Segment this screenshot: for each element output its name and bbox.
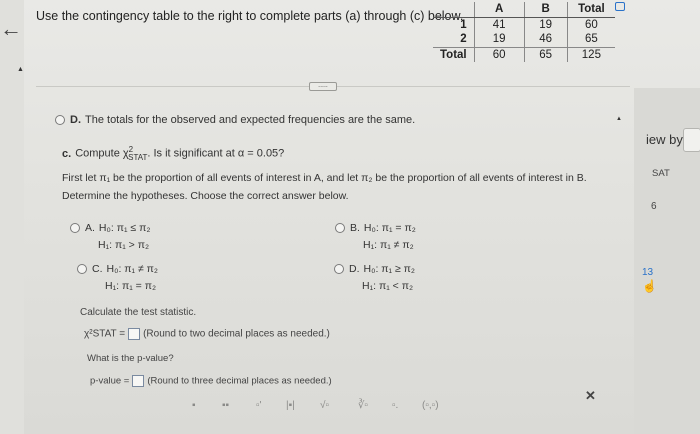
calc-label: Calculate the test statistic. xyxy=(80,307,197,318)
hypothesis-option-a[interactable]: A. H₀: π₁ ≤ π₂ H₁: π₁ > π₂ xyxy=(70,220,150,254)
table-cell: 65 xyxy=(567,32,615,47)
table-row xyxy=(433,17,615,32)
chi-stat-row xyxy=(84,328,330,340)
cube-root-tool-icon[interactable]: ∛▫ xyxy=(358,400,368,411)
contingency-table xyxy=(433,2,615,62)
chi-symbol: χ xyxy=(122,147,129,160)
table-cell: 65 xyxy=(524,47,567,62)
option-letter: D. xyxy=(70,114,81,126)
row-label: 1 xyxy=(460,18,467,31)
link-number[interactable]: 13 xyxy=(642,267,654,278)
table-cell: 60 xyxy=(567,17,615,32)
pvalue-hint: (Round to three decimal places as needed.) xyxy=(147,375,332,387)
copy-table-icon[interactable] xyxy=(615,2,625,11)
table-row xyxy=(433,32,615,47)
pvalue-label: p-value = xyxy=(90,375,130,387)
pvalue-input[interactable] xyxy=(132,375,144,387)
radio-button[interactable] xyxy=(335,223,345,233)
h1-text: H₁: π₁ < π₂ xyxy=(362,280,414,292)
radio-button[interactable] xyxy=(77,264,87,274)
more-button[interactable]: ..... xyxy=(309,82,337,91)
col-header-total: Total xyxy=(567,2,615,17)
row-label: 2 xyxy=(460,33,467,46)
h0-text: H₀: π₁ ≤ π₂ xyxy=(98,222,151,234)
radio-button[interactable] xyxy=(70,223,80,233)
sat-label: SAT xyxy=(652,168,670,179)
hypothesis-option-d[interactable]: D. H₀: π₁ ≥ π₂ H₁: π₁ < π₂ xyxy=(334,261,415,295)
hand-cursor-icon: ☝ xyxy=(642,279,657,293)
option-text: The totals for the observed and expected frequencies are the same. xyxy=(85,114,416,126)
h1-text: H₁: π₁ > π₂ xyxy=(98,239,150,251)
h0-text: H₀: π₁ = π₂ xyxy=(363,222,416,234)
h0-text: H₀: π₁ ≠ π₂ xyxy=(106,263,158,275)
row-label: Total xyxy=(433,47,474,62)
table-cell: 41 xyxy=(474,17,524,32)
h0-text: H₀: π₁ ≥ π₂ xyxy=(363,263,415,275)
interval-tool-icon[interactable]: (▫,▫) xyxy=(422,400,439,411)
chi-stat-input[interactable] xyxy=(128,328,140,340)
fraction-tool-icon[interactable]: ▪ xyxy=(192,400,196,411)
math-toolbar xyxy=(170,398,460,418)
scroll-up-icon[interactable]: ▲ xyxy=(616,116,622,122)
h1-text: H₁: π₁ = π₂ xyxy=(105,280,157,292)
prior-option-d[interactable] xyxy=(55,114,415,126)
absolute-value-tool-icon[interactable]: |▪| xyxy=(286,400,295,411)
exponent-tool-icon[interactable]: ▫' xyxy=(256,400,262,411)
hypothesis-option-b[interactable]: B. H₀: π₁ = π₂ H₁: π₁ ≠ π₂ xyxy=(335,220,416,254)
pvalue-question: What is the p-value? xyxy=(87,353,174,364)
radio-button[interactable] xyxy=(334,264,344,274)
scroll-up-icon[interactable]: ▲ xyxy=(17,66,24,73)
part-c-question: c. Compute $\chi^2_{STAT}$. Is it significant at α = 0.05? xyxy=(62,145,285,162)
instruction-text: Use the contingency table to the right to complete parts (a) through (c) below. xyxy=(36,9,464,23)
setup-text: First let π₁ be the proportion of all events of interest in A, and let π₂ be the proportion of all events of interest in B. xyxy=(62,172,587,184)
decimal-tool-icon[interactable]: ▫. xyxy=(392,400,399,411)
table-cell: 19 xyxy=(474,32,524,47)
mixed-number-tool-icon[interactable]: ▪▪ xyxy=(222,400,230,411)
number-label: 6 xyxy=(651,201,657,212)
close-icon[interactable]: ✕ xyxy=(585,388,596,403)
chi-stat-hint: (Round to two decimal places as needed.) xyxy=(143,328,330,340)
col-header-b: B xyxy=(524,2,567,17)
review-label: iew by xyxy=(646,132,683,147)
back-arrow-icon[interactable]: ← xyxy=(0,16,22,41)
sqrt-tool-icon[interactable]: √▫ xyxy=(320,400,330,411)
col-header-a: A xyxy=(474,2,524,17)
table-cell: 60 xyxy=(474,47,524,62)
h1-text: H₁: π₁ ≠ π₂ xyxy=(363,239,414,251)
radio-button[interactable] xyxy=(55,115,65,125)
table-cell: 19 xyxy=(524,17,567,32)
table-row xyxy=(433,47,615,62)
chi-stat-label: χ²STAT = xyxy=(84,328,126,340)
part-label: c. xyxy=(62,147,72,160)
hypothesis-option-c[interactable]: C. H₀: π₁ ≠ π₂ H₁: π₁ = π₂ xyxy=(77,261,158,295)
table-cell: 125 xyxy=(567,47,615,62)
determine-text: Determine the hypotheses. Choose the correct answer below. xyxy=(62,190,349,202)
side-box[interactable] xyxy=(683,128,700,152)
table-cell: 46 xyxy=(524,32,567,47)
pvalue-row xyxy=(90,375,332,387)
